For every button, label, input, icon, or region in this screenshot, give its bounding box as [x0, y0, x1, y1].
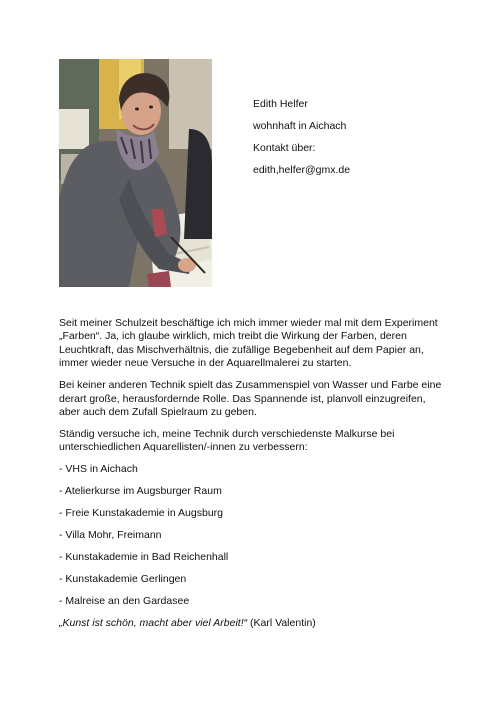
quote [59, 617, 449, 630]
portrait-illustration [59, 59, 212, 287]
course-item: - Malreise an den Gardasee [59, 594, 190, 607]
paragraph-courses-intro: Ständig versuche ich, meine Technik durch verschiedenste Malkurse bei unterschiedlichen Aquarellisten/-innen zu verbessern: [59, 427, 395, 454]
course-item: - Kunstakademie in Bad Reichenhall [59, 550, 229, 563]
course-item: - Villa Mohr, Freimann [59, 528, 162, 541]
artist-name: Edith Helfer [253, 98, 308, 110]
quote-author: (Karl Valentin) [247, 616, 316, 629]
paragraph-technique: Bei keiner anderen Technik spielt das Zusammenspiel von Wasser und Farbe eine derart große, herausfordernde Rolle. Das Spannende ist, planvoll einzugreifen, aber auch dem Zufall Spielraum zu geben. [59, 379, 442, 418]
course-item: - Kunstakademie Gerlingen [59, 572, 187, 585]
paragraph-intro: Seit meiner Schulzeit beschäftige ich mich immer wieder mal mit dem Experiment „Farben“. Ja, ich glaube wirklich, mich treibt die Wirkung der Farben, deren Leuchtkraft, das Mischverhältnis, die zufällige Begebenheit auf dem Papier an, immer wieder neue Versuche in der Aquarellmalerei zu starten. [59, 317, 438, 370]
portrait-photo [59, 59, 212, 287]
course-list [59, 463, 449, 608]
contact-label: Kontakt über: [253, 142, 316, 154]
email-address: edith,helfer@gmx.de [253, 164, 351, 176]
course-item: - VHS in Aichach [59, 463, 138, 476]
artist-location: wohnhaft in Aichach [253, 120, 347, 132]
contact-block [253, 97, 473, 185]
course-item: - Freie Kunstakademie in Augsburg [59, 506, 224, 519]
quote-text: „Kunst ist schön, macht aber viel Arbeit!“ [59, 616, 248, 629]
biography-text [59, 317, 449, 638]
course-item: - Atelierkurse im Augsburger Raum [59, 485, 222, 498]
